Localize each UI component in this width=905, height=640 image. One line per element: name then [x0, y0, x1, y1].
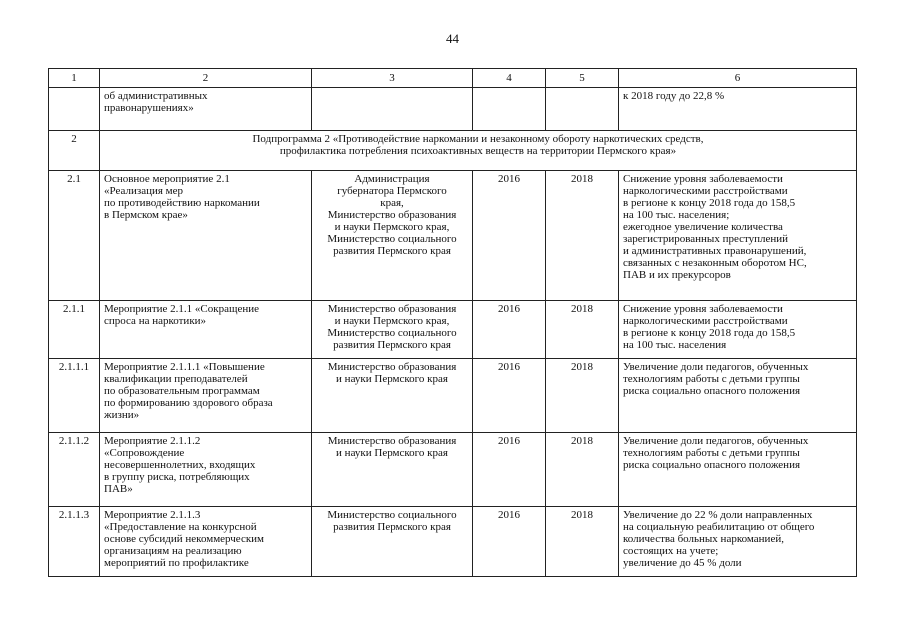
- result-cell: Снижение уровня заболеваемости наркологическими расстройствами в регионе к концу 2018 года до 158,5 на 100 тыс. населения; ежегодное увеличение количества зарегистрированных преступлений и административных правонарушений, связанных с незаконным оборотом НС, ПАВ и их прекурсоров: [619, 171, 857, 301]
- end-year-cell: 2018: [546, 359, 619, 433]
- result-cell: Увеличение до 22 % доли направленных на социальную реабилитацию от общего количества больных наркоманией, состоящих на учете; увеличение до 45 % доли: [619, 507, 857, 577]
- header-cell: 2: [100, 69, 312, 88]
- executor-cell: [312, 88, 473, 131]
- row-number-cell: 2.1: [49, 171, 100, 301]
- header-cell: 4: [473, 69, 546, 88]
- row-number-cell: 2.1.1.3: [49, 507, 100, 577]
- start-year-cell: 2016: [473, 507, 546, 577]
- header-cell: 3: [312, 69, 473, 88]
- measure-name-cell: Мероприятие 2.1.1.1 «Повышение квалификации преподавателей по образовательным программам по формированию здорового образа жизни»: [100, 359, 312, 433]
- subprogram-row: [49, 131, 857, 171]
- row-number-cell: 2.1.1.1: [49, 359, 100, 433]
- measure-name-cell: об административных правонарушениях»: [100, 88, 312, 131]
- end-year-cell: 2018: [546, 507, 619, 577]
- row-number-cell: [49, 88, 100, 131]
- result-cell: к 2018 году до 22,8 %: [619, 88, 857, 131]
- row-number-cell: 2: [49, 131, 100, 171]
- header-cell: 1: [49, 69, 100, 88]
- executor-cell: Министерство социального развития Пермского края: [312, 507, 473, 577]
- row-number-cell: 2.1.1: [49, 301, 100, 359]
- header-cell: 6: [619, 69, 857, 88]
- page-number: 44: [446, 31, 459, 46]
- program-table: [48, 68, 857, 577]
- table-row: [49, 507, 857, 577]
- start-year-cell: 2016: [473, 301, 546, 359]
- measure-name-cell: Основное мероприятие 2.1 «Реализация мер по противодействию наркомании в Пермском крае»: [100, 171, 312, 301]
- result-cell: Снижение уровня заболеваемости наркологическими расстройствами в регионе к концу 2018 года до 158,5 на 100 тыс. населения: [619, 301, 857, 359]
- continuation-row: [49, 88, 857, 131]
- column-number-row: [49, 69, 857, 88]
- measure-name-cell: Мероприятие 2.1.1 «Сокращение спроса на наркотики»: [100, 301, 312, 359]
- end-year-cell: 2018: [546, 171, 619, 301]
- subprogram-title: Подпрограмма 2 «Противодействие наркомании и незаконному обороту наркотических средств, профилактика потребления психоактивных веществ на территории Пермского края»: [100, 131, 857, 171]
- result-cell: Увеличение доли педагогов, обученных технологиям работы с детьми группы риска социально опасного положения: [619, 359, 857, 433]
- start-year-cell: [473, 88, 546, 131]
- header-cell: 5: [546, 69, 619, 88]
- executor-cell: Министерство образования и науки Пермского края: [312, 359, 473, 433]
- end-year-cell: 2018: [546, 433, 619, 507]
- end-year-cell: 2018: [546, 301, 619, 359]
- table-row: [49, 301, 857, 359]
- start-year-cell: 2016: [473, 359, 546, 433]
- executor-cell: Министерство образования и науки Пермского края: [312, 433, 473, 507]
- executor-cell: Министерство образования и науки Пермского края, Министерство социального развития Пермского края: [312, 301, 473, 359]
- result-cell: Увеличение доли педагогов, обученных технологиям работы с детьми группы риска социально опасного положения: [619, 433, 857, 507]
- table-row: [49, 359, 857, 433]
- measure-name-cell: Мероприятие 2.1.1.2 «Сопровождение несовершеннолетних, входящих в группу риска, потребляющих ПАВ»: [100, 433, 312, 507]
- end-year-cell: [546, 88, 619, 131]
- start-year-cell: 2016: [473, 433, 546, 507]
- row-number-cell: 2.1.1.2: [49, 433, 100, 507]
- table-row: [49, 433, 857, 507]
- start-year-cell: 2016: [473, 171, 546, 301]
- executor-cell: Администрация губернатора Пермского края, Министерство образования и науки Пермского края, Министерство социального развития Пермского края: [312, 171, 473, 301]
- measure-name-cell: Мероприятие 2.1.1.3 «Предоставление на конкурсной основе субсидий некоммерческим организациям на реализацию мероприятий по профилактике: [100, 507, 312, 577]
- table-row: [49, 171, 857, 301]
